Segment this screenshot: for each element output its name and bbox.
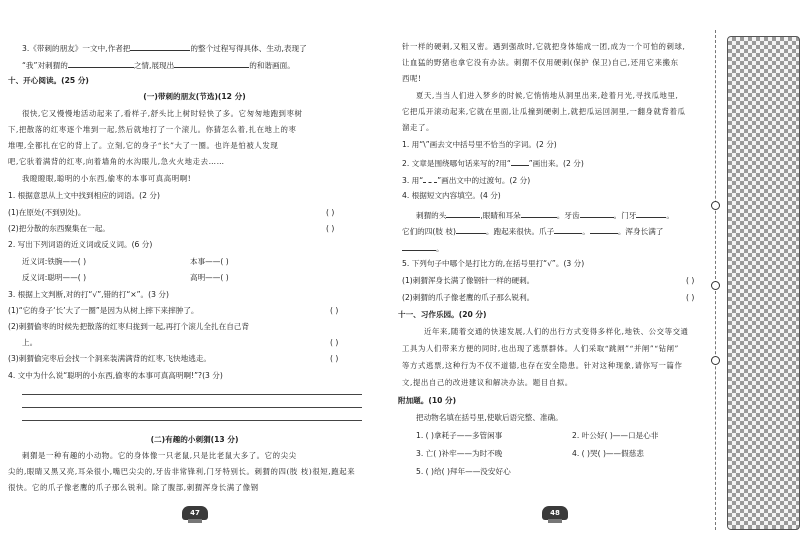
q2-antonym2[interactable]: 高明——( ) xyxy=(190,273,229,282)
r-q4-stem: 4. 根据短文内容填空。(4 分) xyxy=(402,191,501,200)
blank[interactable] xyxy=(130,42,190,51)
passage1-line: 很快,它又慢慢地活动起来了,看样子,舒头比上树时轻快了多。它匆匆地跑到枣树 xyxy=(22,109,303,118)
binding-hole xyxy=(711,356,720,365)
passage2-line: 让血猛的野猪也拿它没有办法。刺猬不仅用硬刺(保护 保卫)自己,还用它来搬东 xyxy=(402,58,679,67)
answer-paren[interactable]: ( ) xyxy=(686,276,695,285)
answer-line[interactable] xyxy=(22,407,362,408)
passage2-title: (二)有趣的小刺猬(13 分) xyxy=(150,435,239,444)
r-q4-line2: 它们的四(肢 枝) 。跑起来很快。爪子 。 。浑身长满了 xyxy=(402,227,664,236)
blank[interactable] xyxy=(590,225,618,234)
passage1-line: 堆哩,全都扎在它的背上了。立刻,它的身子“长”大了一圈。也许是怕被人发现 xyxy=(8,141,279,150)
bonus-item[interactable]: 4. ( )哭( )——假慈悲 xyxy=(572,449,644,458)
q1-stem: 1. 根据意思从上文中找到相应的词语。(2 分) xyxy=(8,191,160,200)
passage1-line: 吧,它驮着满背的红枣,向着墙角的水沟眼儿,急火火地走去…… xyxy=(8,157,225,166)
binding-strip xyxy=(727,36,800,530)
passage2-line: 夏天,当当人们进入梦乡的时候,它悄悄地从洞里出来,趁着月光,寻找瓜地里, xyxy=(416,91,679,100)
blank[interactable] xyxy=(580,209,614,218)
q2-stem: 2. 写出下列词语的近义词或反义词。(6 分) xyxy=(8,240,153,249)
q2-synonym2[interactable]: 本事——( ) xyxy=(190,257,229,266)
q3b-a: (1)“它的身子‘长’大了一圈”是因为从树上摔下来摔肿了。 xyxy=(8,306,199,315)
r-q2: 2. 文章是围绕哪句话来写的?用“ ”画出来。(2 分) xyxy=(402,159,584,168)
blank[interactable] xyxy=(68,59,134,68)
passage2-line: 很快。它的爪子像老鹰的爪子那么锐利。除了腹部,刺猬浑身长满了像钢 xyxy=(8,483,259,492)
essay-line: 工具为人们带来方便的同时,也出现了逃票群体。人们采取“跳闸”“并闸”“钻闸” xyxy=(402,344,679,353)
page-number: 47 xyxy=(182,506,208,520)
passage2-line: 针一样的硬刺,又粗又密。遇到强敌时,它就把身体缩成一团,成为一个可怕的刺球, xyxy=(402,42,686,51)
binding-hole xyxy=(711,201,720,210)
passage1-line: 下,把散落的红枣逐个堆到一起,然后就地打了一个滚儿。你猜怎么着,扎在地上的枣 xyxy=(8,125,297,134)
bonus-heading: 附加题。(10 分) xyxy=(398,396,457,405)
bonus-item[interactable]: 1. ( )拿耗子——多管闲事 xyxy=(416,431,503,440)
blank[interactable] xyxy=(402,242,436,251)
r-q4-line3: 。 xyxy=(402,242,444,254)
answer-paren[interactable]: ( ) xyxy=(326,208,335,217)
binding-hole xyxy=(711,281,720,290)
page-number: 48 xyxy=(542,506,568,520)
answer-line[interactable] xyxy=(22,420,362,421)
blank[interactable] xyxy=(521,209,557,218)
r-q3: 3. 用“ ”画出文中的过渡句。(2 分) xyxy=(402,176,531,185)
q2-synonym[interactable]: 近义词:铁腕——( ) xyxy=(22,257,87,266)
essay-line: 文,提出自己的改进建议和解决办法。题目自拟。 xyxy=(402,378,573,387)
q3-line1: 3.《带刺的朋友》一文中,作者把 的整个过程写得具体、生动,表现了 xyxy=(22,44,307,53)
section-11-heading: 十一、习作乐园。(20 分) xyxy=(398,310,487,319)
right-page xyxy=(398,0,724,547)
bonus-item[interactable]: 2. 叶公好( )——口是心非 xyxy=(572,431,659,440)
r-q5b: (2)刺猬的爪子像老鹰的爪子那么锐利。 xyxy=(402,293,535,302)
answer-paren[interactable]: ( ) xyxy=(330,354,339,363)
bonus-item[interactable]: 3. 亡( )补牢——为时不晚 xyxy=(416,449,503,458)
r-q1: 1. 用“\”画去文中括号里不恰当的字词。(2 分) xyxy=(402,140,557,149)
passage2-line: 它把瓜开滚动起来,它就在里面,让瓜撞到硬刺上,就把瓜运回洞里,一翻身就背着瓜 xyxy=(402,107,686,116)
q3b-b2: 上。 xyxy=(22,338,38,347)
blank[interactable] xyxy=(554,225,582,234)
blank[interactable] xyxy=(446,209,480,218)
q3-line2: “我”对刺猬的 之情,展现出 的和谐画面。 xyxy=(22,61,295,70)
blank[interactable] xyxy=(456,225,486,234)
bonus-item[interactable]: 5. ( )给( )拜年——没安好心 xyxy=(416,467,511,476)
q3b-b: (2)刺猬偷枣的时候先把散落的红枣归拢到一起,再打个滚儿全扎在自己背 xyxy=(8,322,249,331)
left-page xyxy=(8,0,381,547)
passage2-line: 西呢! xyxy=(402,74,422,83)
r-q5-stem: 5. 下列句子中哪个是打比方的,在括号里打“√”。(3 分) xyxy=(402,259,585,268)
passage2-line: 尖的,眼睛又黑又亮,耳朵很小,嘴巴尖尖的,牙齿非常锋利,门牙特别长。刺猬的四(肢 枝)很短,跑起来 xyxy=(8,467,356,476)
essay-line: 近年来,随着交通的快速发展,人们的出行方式变得多样化,地铁、公交等交通 xyxy=(424,327,689,336)
answer-paren[interactable]: ( ) xyxy=(686,293,695,302)
q1a: (1)在原处(不到别处)。 xyxy=(8,208,86,217)
underline-mark xyxy=(511,157,529,166)
blank[interactable] xyxy=(174,59,249,68)
answer-paren[interactable]: ( ) xyxy=(330,306,339,315)
r-q5a: (1)刺猬浑身长满了像钢针一样的硬刺。 xyxy=(402,276,535,285)
q2-antonym[interactable]: 反义词:聪明——( ) xyxy=(22,273,87,282)
passage2-line: 刺猬是一种有趣的小动物。它的身体像一只老鼠,只是比老鼠大多了。它的尖尖 xyxy=(22,451,297,460)
bonus-stem: 把动物名填在括号里,使歇后语完整、准确。 xyxy=(416,413,563,422)
answer-line[interactable] xyxy=(22,394,362,395)
essay-line: 等方式逃票,这种行为不仅不道德,也存在安全隐患。针对这种现象,请你写一篇作 xyxy=(402,361,683,370)
passage1-title: (一)带刺的朋友(节选)(12 分) xyxy=(143,92,246,101)
blank[interactable] xyxy=(636,209,666,218)
section-10-heading: 十、开心阅读。(25 分) xyxy=(8,76,89,85)
answer-paren[interactable]: ( ) xyxy=(330,338,339,347)
dashed-mark xyxy=(423,174,437,183)
q1b: (2)把分散的东西聚集在一起。 xyxy=(8,224,110,233)
answer-paren[interactable]: ( ) xyxy=(326,224,335,233)
q4-stem: 4. 文中为什么说“聪明的小东西,偷枣的本事可真高明啊!”?(3 分) xyxy=(8,371,223,380)
passage1-line: 我瞪瞪眼,聪明的小东西,偷枣的本事可真高明啊! xyxy=(22,174,192,183)
cut-line xyxy=(715,30,716,530)
q3b-stem: 3. 根据上文判断,对的打“√”,错的打“×”。(3 分) xyxy=(8,290,169,299)
q3b-c: (3)刺猬偷完枣后会找一个洞来装满满背的红枣,飞快地逃走。 xyxy=(8,354,212,363)
passage2-line: 溜走了。 xyxy=(402,123,434,132)
r-q4-line1: 刺猬的头 ,眼睛和耳朵 。牙齿 。门牙 。 xyxy=(416,211,674,220)
